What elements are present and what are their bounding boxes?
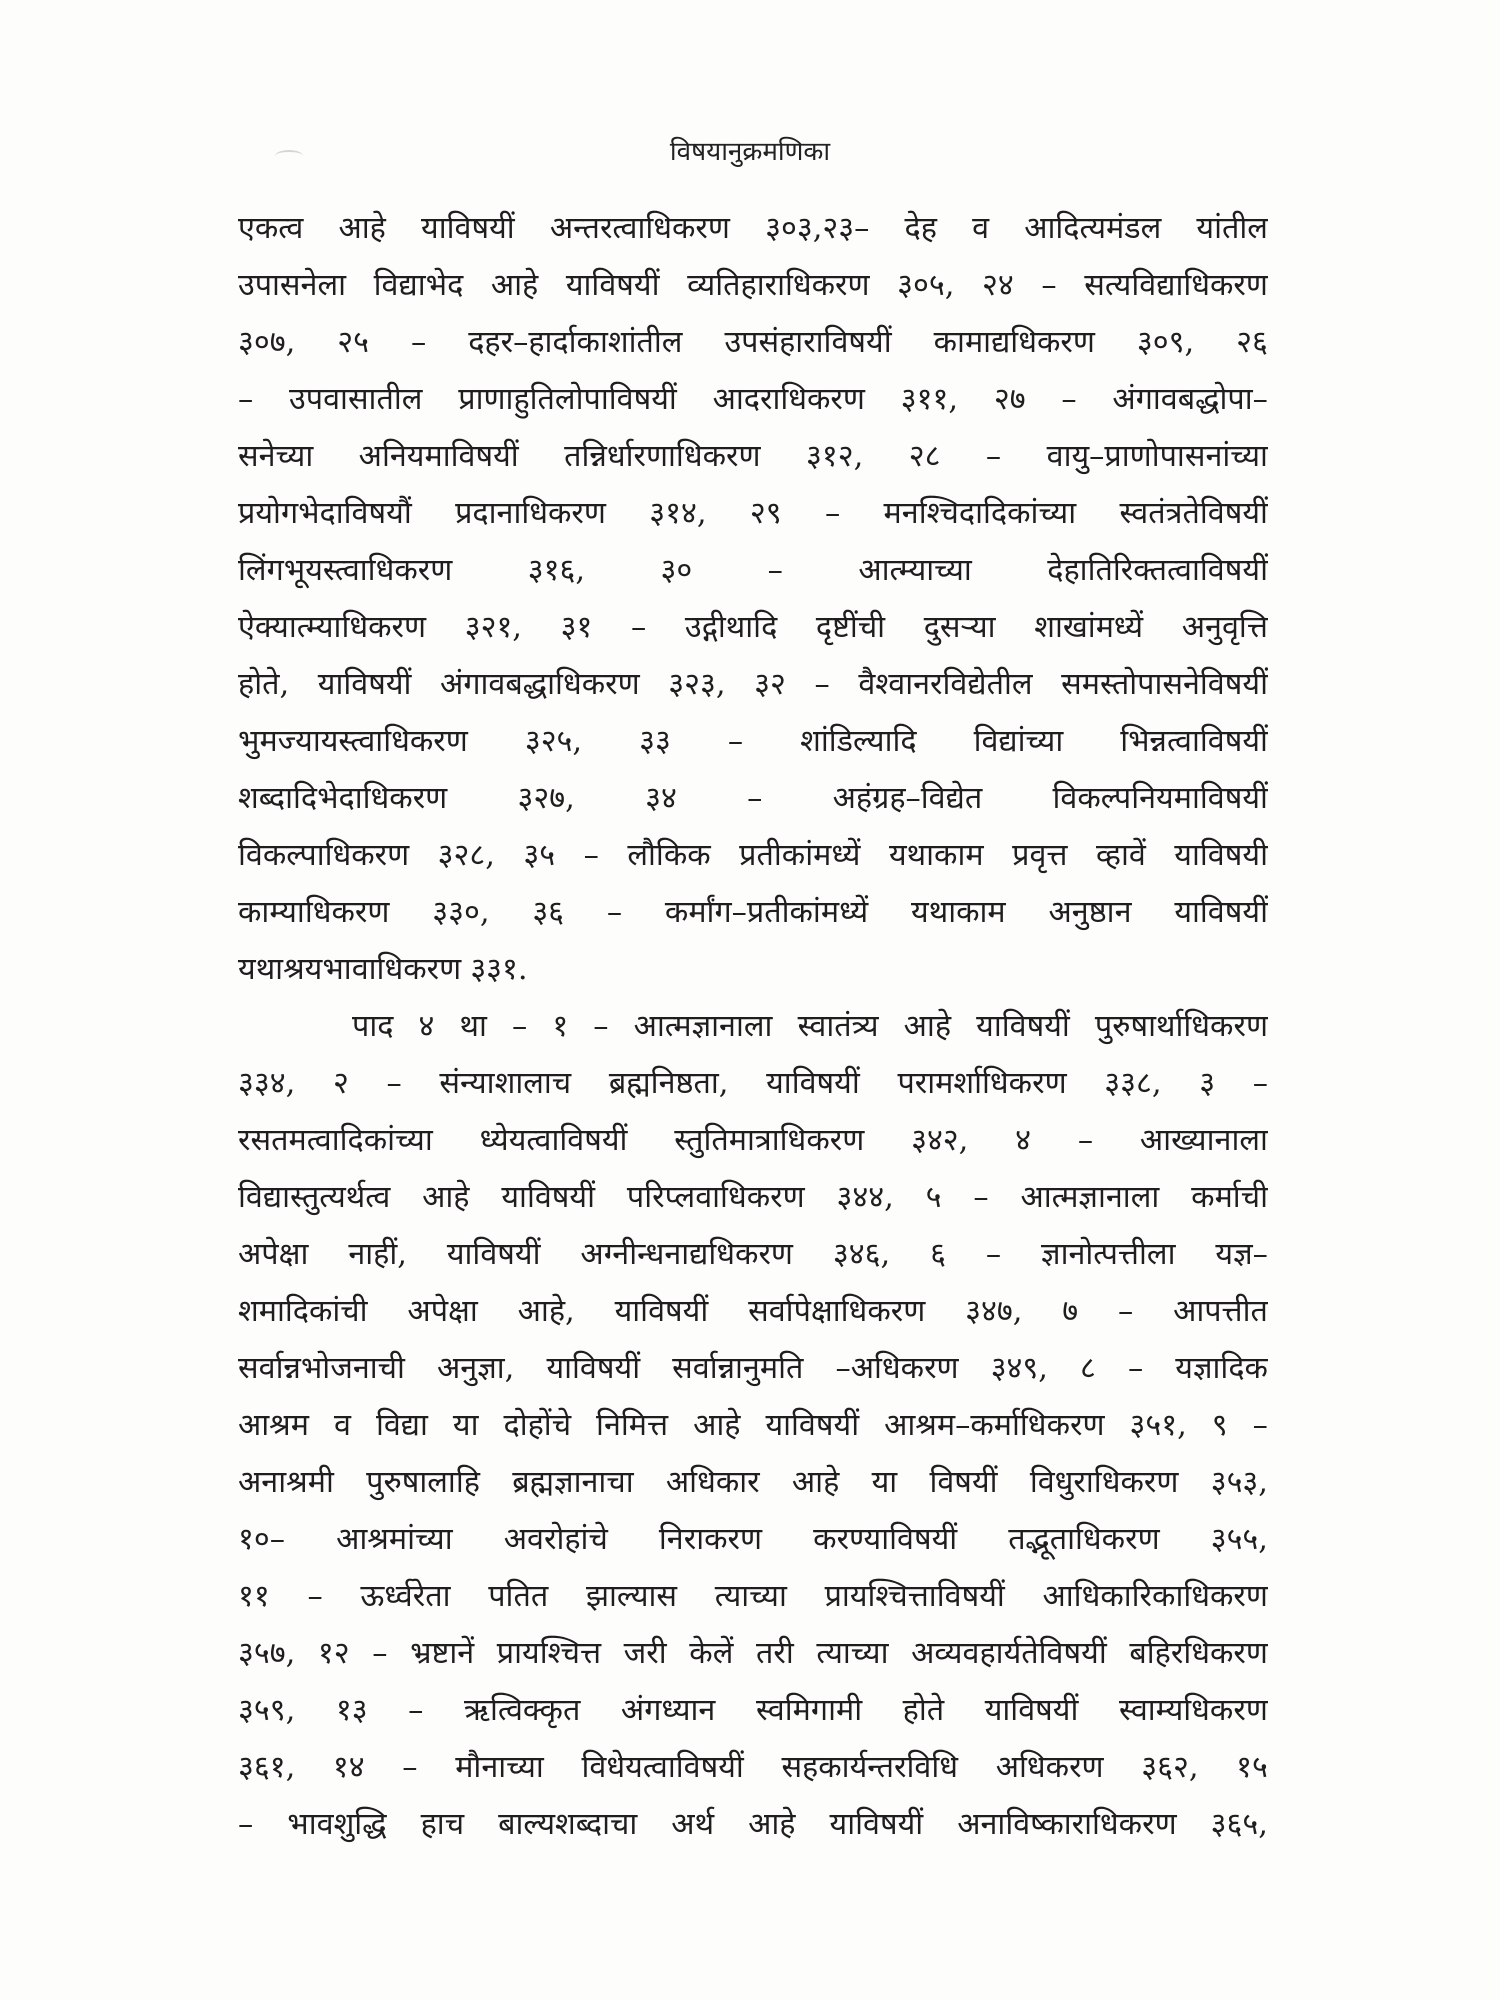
text-line: ३०७, २५ – दहर–हार्दाकाशांतील उपसंहाराविषयीं कामाद्यधिकरण ३०९, २६ (238, 325, 1268, 360)
paragraph-2 (238, 1003, 1268, 1858)
text-line: यथाश्रयभावाधिकरण ३३१. (238, 952, 528, 987)
text-line: ११ – ऊर्ध्वरेता पतित झाल्यास त्याच्या प्रायश्चित्ताविषयीं आधिकारिकाधिकरण (238, 1579, 1268, 1614)
text-line: ३६१, १४ – मौनाच्या विधेयत्वाविषयीं सहकार्यन्तरविधि अधिकरण ३६२, १५ (238, 1750, 1268, 1785)
text-line: रसतमत्वादिकांच्या ध्येयत्वाविषयीं स्तुतिमात्राधिकरण ३४२, ४ – आख्यानाला (238, 1123, 1268, 1158)
text-line: आश्रम व विद्या या दोहोंचे निमित्त आहे याविषयीं आश्रम–कर्माधिकरण ३५१, ९ – (238, 1408, 1268, 1443)
text-line: – भावशुद्धि हाच बाल्यशब्दाचा अर्थ आहे याविषयीं अनाविष्काराधिकरण ३६५, (238, 1807, 1268, 1842)
text-line: विकल्पाधिकरण ३२८, ३५ – लौकिक प्रतीकांमध्यें यथाकाम प्रवृत्त व्हावें याविषयी (238, 838, 1268, 873)
text-line: प्रयोगभेदाविषयौं प्रदानाधिकरण ३१४, २९ – मनश्चिदादिकांच्या स्वतंत्रतेविषयीं (238, 496, 1268, 531)
text-line: होते, याविषयीं अंगावबद्धाधिकरण ३२३, ३२ – वैश्वानरविद्येतील समस्तोपासनेविषयीं (238, 667, 1268, 702)
text-line: भुमज्यायस्त्वाधिकरण ३२५, ३३ – शांडिल्यादि विद्यांच्या भिन्नत्वाविषयीं (238, 724, 1268, 759)
text-line: १०– आश्रमांच्या अवरोहांचे निराकरण करण्याविषयीं तद्भूताधिकरण ३५५, (238, 1522, 1268, 1557)
text-line: शमादिकांची अपेक्षा आहे, याविषयीं सर्वापेक्षाधिकरण ३४७, ७ – आपत्तीत (238, 1294, 1268, 1329)
body-text (238, 205, 1268, 1858)
text-line: सर्वान्नभोजनाची अनुज्ञा, याविषयीं सर्वान्नानुमति –अधिकरण ३४९, ८ – यज्ञादिक (238, 1351, 1268, 1386)
text-line: काम्याधिकरण ३३०, ३६ – कर्मांग–प्रतीकांमध्यें यथाकाम अनुष्ठान याविषयीं (238, 895, 1268, 930)
text-line: ३३४, २ – संन्याशालाच ब्रह्मनिष्ठता, याविषयीं परामर्शाधिकरण ३३८, ३ – (238, 1066, 1268, 1101)
text-line: सनेच्या अनियमाविषयीं तन्निर्धारणाधिकरण ३१२, २८ – वायु–प्राणोपासनांच्या (238, 439, 1268, 474)
text-line: एकत्व आहे याविषयीं अन्तरत्वाधिकरण ३०३,२३– देह व आदित्यमंडल यांतील (238, 211, 1268, 246)
text-line: अनाश्रमी पुरुषालाहि ब्रह्मज्ञानाचा अधिकार आहे या विषयीं विधुराधिकरण ३५३, (238, 1465, 1268, 1500)
text-line: ३५९, १३ – ऋत्विक्कृत अंगध्यान स्वमिगामी होते याविषयीं स्वाम्यधिकरण (238, 1693, 1268, 1728)
text-line: – उपवासातील प्राणाहुतिलोपाविषयीं आदराधिकरण ३११, २७ – अंगावबद्धोपा– (238, 382, 1268, 417)
text-line: उपासनेला विद्याभेद आहे याविषयीं व्यतिहाराधिकरण ३०५, २४ – सत्यविद्याधिकरण (238, 268, 1268, 303)
text-line: ऐक्यात्म्याधिकरण ३२१, ३१ – उद्गीथादि दृष्टींची दुसऱ्या शाखांमध्यें अनुवृत्ति (238, 610, 1268, 645)
text-line: अपेक्षा नाहीं, याविषयीं अग्नीन्धनाद्यधिकरण ३४६, ६ – ज्ञानोत्पत्तीला यज्ञ– (238, 1237, 1268, 1272)
paragraph-1 (238, 205, 1268, 1003)
text-line: पाद ४ था – १ – आत्मज्ञानाला स्वातंत्र्य आहे याविषयीं पुरुषार्थाधिकरण (352, 1009, 1268, 1044)
text-line: ३५७, १२ – भ्रष्टानें प्रायश्चित्त जरी केलें तरी त्याच्या अव्यवहार्यतेविषयीं बहिरधिकरण (238, 1636, 1268, 1671)
text-line: विद्यास्तुत्यर्थत्व आहे याविषयीं परिप्लवाधिकरण ३४४, ५ – आत्मज्ञानाला कर्माची (238, 1180, 1268, 1215)
text-line: शब्दादिभेदाधिकरण ३२७, ३४ – अहंग्रह–विद्येत विकल्पनियमाविषयीं (238, 781, 1268, 816)
text-line: लिंगभूयस्त्वाधिकरण ३१६, ३० – आत्म्याच्या देहातिरिक्तत्वाविषयीं (238, 553, 1268, 588)
page-header-title: विषयानुक्रमणिका (669, 137, 831, 167)
